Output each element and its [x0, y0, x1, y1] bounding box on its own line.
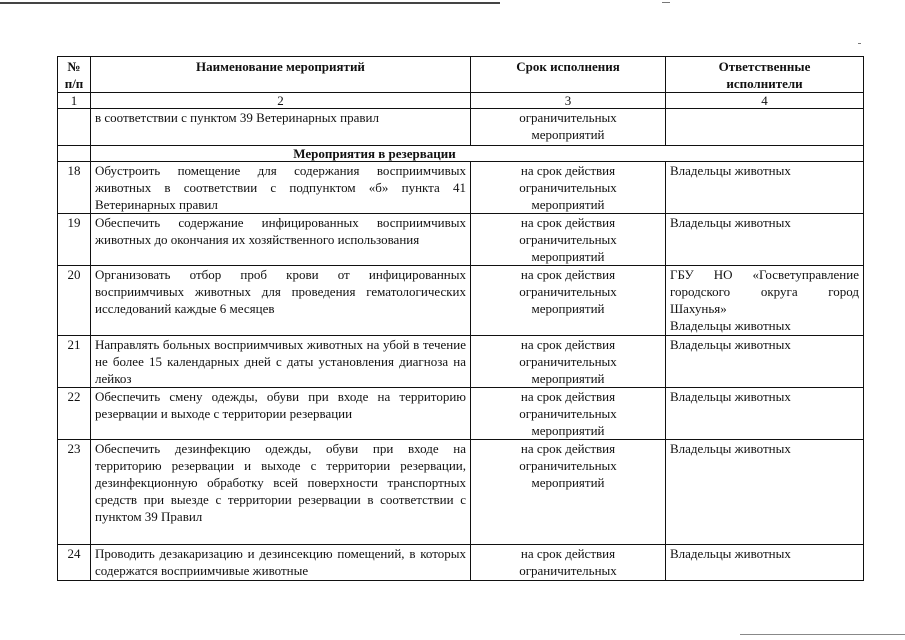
row-number: 18	[58, 162, 91, 214]
row-measure: Проводить дезакаризацию и дезинсекцию помещений, в которых содержатся восприимчивые животные	[91, 545, 471, 581]
row-number: 24	[58, 545, 91, 581]
table-row	[58, 214, 864, 266]
index-cell: 4	[666, 93, 864, 109]
row-number: 19	[58, 214, 91, 266]
row-responsible: Владельцы животных	[666, 545, 864, 581]
row-measure: Обустроить помещение для содержания восприимчивых животных в соответствии с подпунктом «б» пункта 41 Ветеринарных правил	[91, 162, 471, 214]
section-title: Мероприятия в резервации	[91, 146, 864, 162]
row-term: ограничительных мероприятий	[471, 109, 666, 146]
table-row	[58, 388, 864, 440]
row-term: на срок действия ограничительных мероприятий	[471, 440, 666, 545]
row-responsible	[666, 109, 864, 146]
row-measure: Обеспечить дезинфекцию одежды, обуви при входе на территорию резервации и выходе с территории резервации, дезинфекционную обработку всей поверхности транспортных средств при выезде с территории резервации в соответствии с пунктом 39 Правил	[91, 440, 471, 545]
scan-mark-right	[858, 43, 861, 44]
row-number: 22	[58, 388, 91, 440]
row-number	[58, 109, 91, 146]
row-number: 20	[58, 266, 91, 336]
row-term: на срок действия ограничительных мероприятий	[471, 214, 666, 266]
row-measure: в соответствии с пунктом 39 Ветеринарных правил	[91, 109, 471, 146]
row-term: на срок действия ограничительных	[471, 545, 666, 581]
row-responsible: Владельцы животных	[666, 336, 864, 388]
table-row	[58, 545, 864, 581]
row-responsible: Владельцы животных	[666, 388, 864, 440]
row-measure: Обеспечить смену одежды, обуви при входе на территорию резервации и выходе с территории резервации	[91, 388, 471, 440]
measures-table	[57, 56, 864, 581]
row-responsible: Владельцы животных	[666, 162, 864, 214]
scan-edge-bottom	[740, 634, 905, 635]
header-num: № п/п	[58, 57, 91, 93]
scan-edge-top	[0, 2, 500, 4]
header-resp: Ответственные исполнители	[666, 57, 864, 93]
column-index-row	[58, 93, 864, 109]
row-number: 23	[58, 440, 91, 545]
table-row	[58, 440, 864, 545]
continuation-row	[58, 109, 864, 146]
row-term: на срок действия ограничительных мероприятий	[471, 266, 666, 336]
index-cell: 3	[471, 93, 666, 109]
header-term: Срок исполнения	[471, 57, 666, 93]
section-row	[58, 146, 864, 162]
table-header-row	[58, 57, 864, 93]
scan-mark-top-right	[662, 2, 670, 3]
row-term: на срок действия ограничительных мероприятий	[471, 162, 666, 214]
index-cell: 1	[58, 93, 91, 109]
row-measure: Направлять больных восприимчивых животных на убой в течение не более 15 календарных дней с даты установления диагноза на лейкоз	[91, 336, 471, 388]
row-responsible: Владельцы животных	[666, 440, 864, 545]
header-name: Наименование мероприятий	[91, 57, 471, 93]
row-responsible: Владельцы животных	[666, 214, 864, 266]
row-measure: Обеспечить содержание инфицированных восприимчивых животных до окончания их хозяйственного использования	[91, 214, 471, 266]
table-row	[58, 266, 864, 336]
row-responsible: ГБУ НО «Госветуправление городского округа город Шахунья» Владельцы животных	[666, 266, 864, 336]
table-row	[58, 336, 864, 388]
row-term: на срок действия ограничительных мероприятий	[471, 388, 666, 440]
table-row	[58, 162, 864, 214]
row-number: 21	[58, 336, 91, 388]
index-cell: 2	[91, 93, 471, 109]
row-measure: Организовать отбор проб крови от инфицированных восприимчивых животных для проведения гематологических исследований каждые 6 месяцев	[91, 266, 471, 336]
row-term: на срок действия ограничительных мероприятий	[471, 336, 666, 388]
